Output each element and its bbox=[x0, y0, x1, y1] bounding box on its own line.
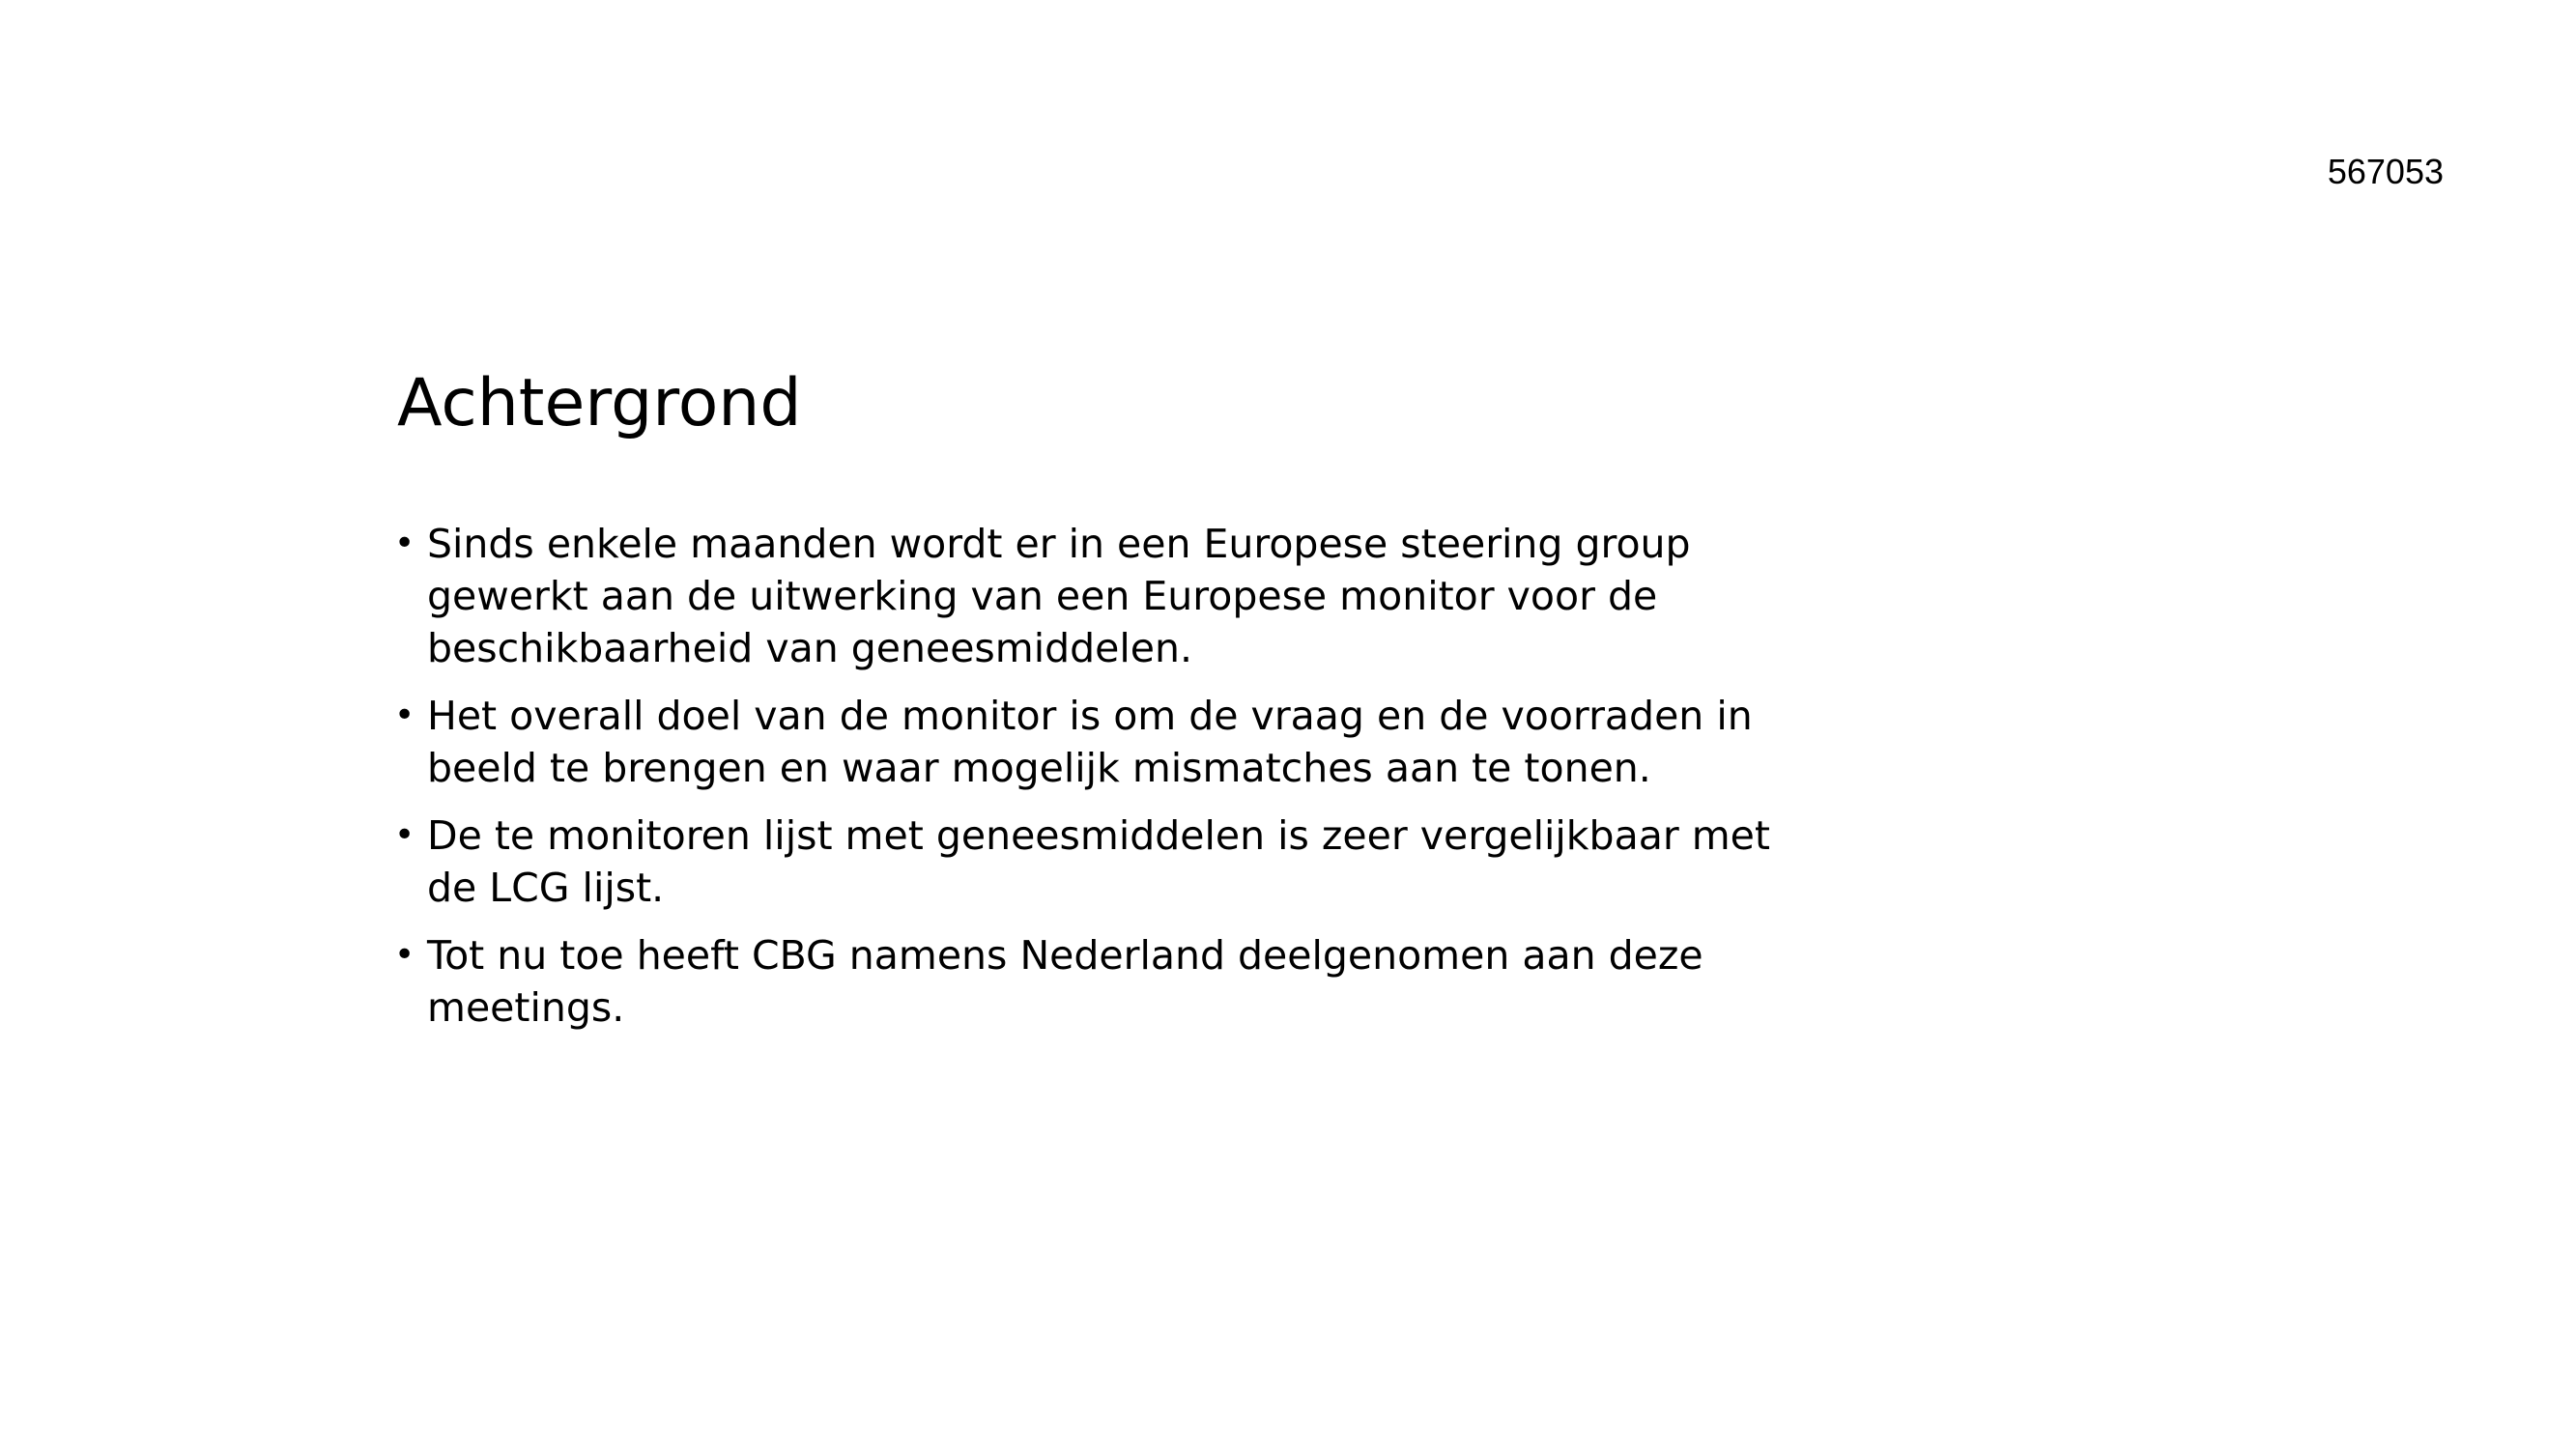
bullet-text: De te monitoren lijst met geneesmiddelen is zeer vergelijkbaar met de LCG lijst. bbox=[427, 812, 1770, 911]
bullet-icon: • bbox=[394, 815, 415, 855]
bullet-item bbox=[394, 690, 1805, 794]
bullet-text: Tot nu toe heeft CBG namens Nederland deelgenomen aan deze meetings. bbox=[427, 932, 1703, 1031]
slide-title: Achtergrond bbox=[397, 365, 802, 441]
bullet-text: Sinds enkele maanden wordt er in een Europese steering group gewerkt aan de uitwerking van een Europese monitor voor de beschikbaarheid van geneesmiddelen. bbox=[427, 521, 1691, 671]
document-number: 567053 bbox=[2327, 152, 2444, 191]
bullet-icon: • bbox=[394, 524, 415, 563]
bullet-item bbox=[394, 929, 1805, 1034]
bullet-icon: • bbox=[394, 696, 415, 735]
bullet-item bbox=[394, 810, 1805, 914]
bullet-item bbox=[394, 518, 1805, 674]
bullet-icon: • bbox=[394, 935, 415, 975]
bullet-list bbox=[394, 518, 1805, 1049]
bullet-text: Het overall doel van de monitor is om de vraag en de voorraden in beeld te brengen en waar mogelijk mismatches aan te tonen. bbox=[427, 693, 1753, 791]
